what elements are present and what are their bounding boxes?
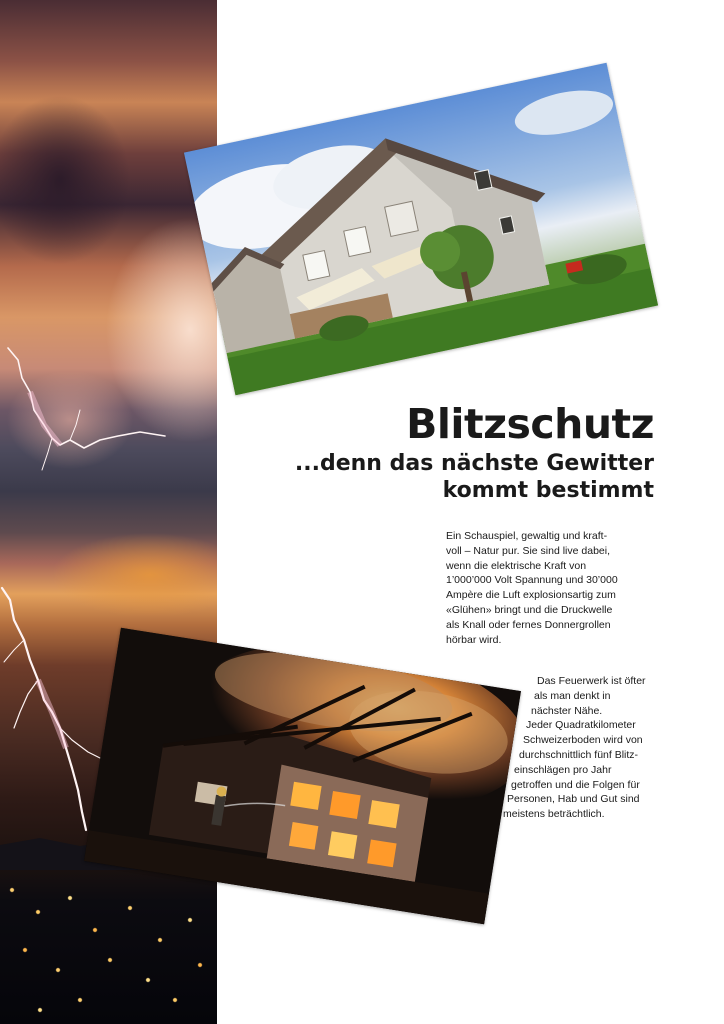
text-line: meistens beträchtlich. bbox=[503, 808, 605, 821]
text-line: hörbar wird. bbox=[446, 633, 502, 646]
fireworks-paragraph bbox=[440, 674, 650, 822]
text-line: Schweizerboden wird von bbox=[523, 734, 643, 747]
text-line: getroffen und die Folgen für bbox=[511, 778, 640, 791]
text-line: «Glühen» bringt und die Druckwelle bbox=[446, 603, 613, 616]
subtitle-line-1: ...denn das nächste Gewitter bbox=[294, 451, 654, 476]
text-line: Jeder Quadratkilometer bbox=[526, 719, 636, 732]
page-title: Blitzschutz bbox=[406, 400, 654, 448]
text-line: einschlägen pro Jahr bbox=[514, 763, 612, 776]
subtitle-line-2: kommt bestimmt bbox=[442, 478, 654, 503]
text-line: Das Feuerwerk ist öfter bbox=[537, 675, 646, 687]
text-line: Personen, Hab und Gut sind bbox=[507, 793, 640, 806]
headline bbox=[234, 398, 654, 504]
text-line: 1’000’000 Volt Spannung und 30’000 bbox=[446, 574, 618, 587]
text-line: als Knall oder fernes Donnergrollen bbox=[446, 618, 611, 631]
text-line: als man denkt in bbox=[534, 689, 611, 702]
intro-paragraph bbox=[446, 529, 666, 647]
text-line: Ein Schauspiel, gewaltig und kraft- bbox=[446, 530, 608, 542]
text-line: nächster Nähe. bbox=[531, 704, 603, 717]
text-line: Ampère die Luft explosionsartig zum bbox=[446, 589, 616, 602]
text-line: durchschnittlich fünf Blitz- bbox=[519, 748, 639, 761]
house-photo bbox=[184, 63, 658, 395]
text-line: voll – Natur pur. Sie sind live dabei, bbox=[446, 544, 611, 557]
text-line: wenn die elektrische Kraft von bbox=[446, 559, 587, 572]
